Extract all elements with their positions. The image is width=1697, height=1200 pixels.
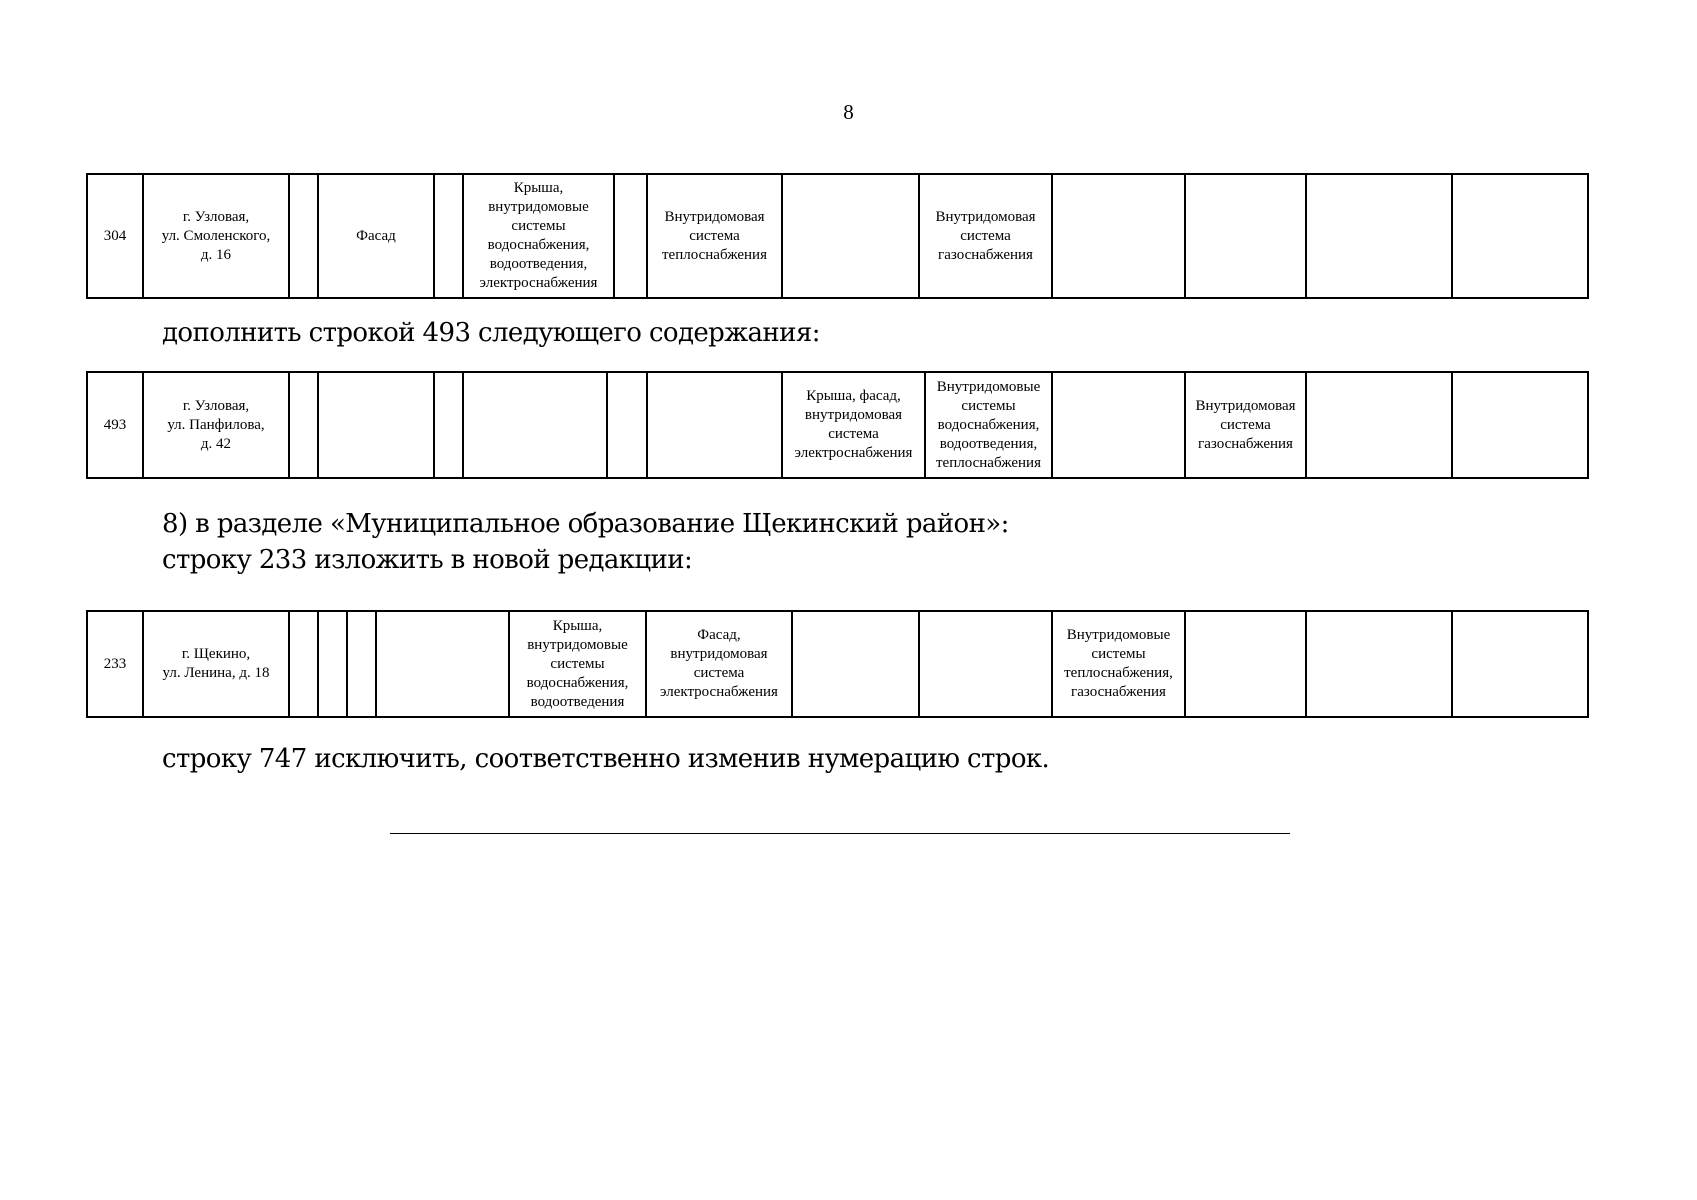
cell-empty xyxy=(1052,372,1185,478)
instruction-add-row-493: дополнить строкой 493 следующего содержания: xyxy=(162,318,820,348)
cell-work-heating-gas: Внутридомовые системы теплоснабжения, газоснабжения xyxy=(1052,611,1185,717)
cell-empty xyxy=(1452,174,1588,298)
cell-empty xyxy=(434,174,463,298)
cell-address: г. Щекино, ул. Ленина, д. 18 xyxy=(143,611,289,717)
instruction-delete-row-747: строку 747 исключить, соответственно изменив нумерацию строк. xyxy=(162,744,1050,774)
table-row-304 xyxy=(86,173,1589,299)
cell-empty xyxy=(318,372,434,478)
cell-empty xyxy=(434,372,463,478)
cell-work-gas: Внутридомовая система газоснабжения xyxy=(1185,372,1306,478)
cell-empty xyxy=(1306,174,1452,298)
cell-row-number: 233 xyxy=(87,611,143,717)
cell-work-gas: Внутридомовая система газоснабжения xyxy=(919,174,1052,298)
cell-work-facade-electric: Фасад, внутридомовая система электроснабжения xyxy=(646,611,792,717)
closing-separator-line xyxy=(390,833,1290,834)
cell-work-roof-facade-electric: Крыша, фасад, внутридомовая система электроснабжения xyxy=(782,372,925,478)
table-row-493 xyxy=(86,371,1589,479)
table-row-233 xyxy=(86,610,1589,718)
cell-address: г. Узловая, ул. Смоленского, д. 16 xyxy=(143,174,289,298)
cell-empty xyxy=(782,174,919,298)
cell-work-facade: Фасад xyxy=(318,174,434,298)
cell-work-roof-water: Крыша, внутридомовые системы водоснабжения, водоотведения xyxy=(509,611,646,717)
cell-empty xyxy=(463,372,607,478)
cell-row-number: 493 xyxy=(87,372,143,478)
cell-work-roof-systems: Крыша, внутридомовые системы водоснабжения, водоотведения, электроснабжения xyxy=(463,174,614,298)
cell-empty xyxy=(1306,611,1452,717)
cell-empty xyxy=(1052,174,1185,298)
cell-work-water-systems: Внутридомовые системы водоснабжения, водоотведения, теплоснабжения xyxy=(925,372,1052,478)
cell-empty xyxy=(289,372,318,478)
cell-empty xyxy=(318,611,347,717)
cell-empty xyxy=(347,611,376,717)
page-number: 8 xyxy=(843,100,854,124)
cell-empty xyxy=(289,611,318,717)
cell-empty xyxy=(792,611,919,717)
cell-work-heating: Внутридомовая система теплоснабжения xyxy=(647,174,782,298)
cell-empty xyxy=(1185,611,1306,717)
instruction-restate-row-233: строку 233 изложить в новой редакции: xyxy=(162,545,693,575)
cell-empty xyxy=(919,611,1052,717)
cell-empty xyxy=(289,174,318,298)
cell-empty xyxy=(614,174,647,298)
cell-empty xyxy=(1452,372,1588,478)
cell-empty xyxy=(647,372,782,478)
cell-empty xyxy=(376,611,509,717)
cell-empty xyxy=(1306,372,1452,478)
cell-address: г. Узловая, ул. Панфилова, д. 42 xyxy=(143,372,289,478)
cell-row-number: 304 xyxy=(87,174,143,298)
cell-empty xyxy=(1185,174,1306,298)
cell-empty xyxy=(1452,611,1588,717)
section-heading-shchekino: 8) в разделе «Муниципальное образование Щекинский район»: xyxy=(162,509,1009,539)
cell-empty xyxy=(607,372,647,478)
